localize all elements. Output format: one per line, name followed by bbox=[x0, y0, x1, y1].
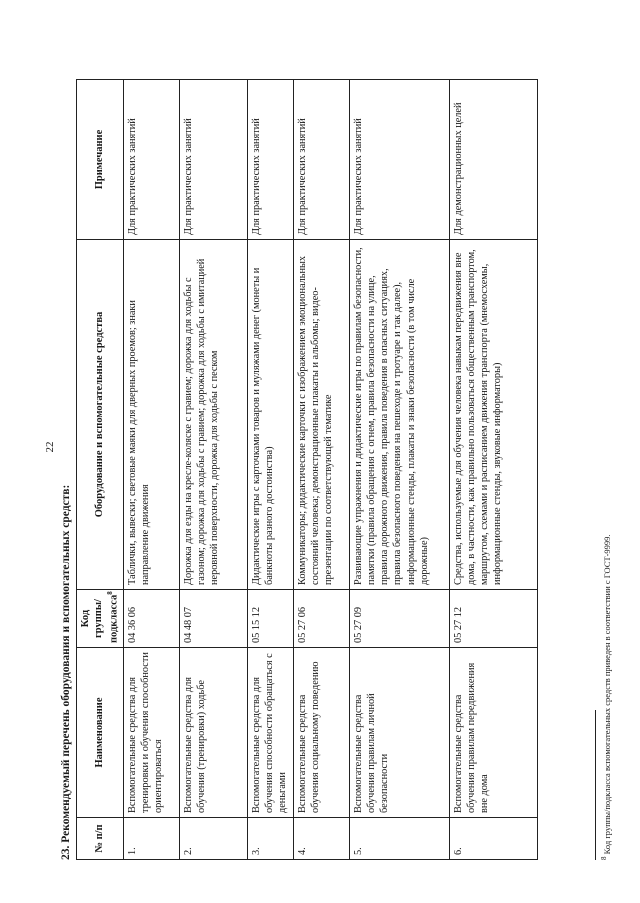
row-code: 04 36 06 bbox=[123, 590, 179, 648]
row-note: Для практических занятий bbox=[123, 80, 179, 240]
row-equipment: Дорожка для езды на кресле-коляске с гравием; дорожка для ходьбы с газоном; дорожка для ходьбы с гравием; дорожка для ходьбы с имитацией неровной поверхности, дорожка для ходьбы с песком bbox=[179, 240, 247, 590]
page-number: 22 bbox=[44, 441, 56, 453]
footnote-divider bbox=[595, 710, 596, 860]
header-code-label: Код группы/подкласса bbox=[80, 594, 120, 643]
row-equipment: Дидактические игры с карточками товаров и муляжами денег (монеты и банкноты разного достоинства) bbox=[247, 240, 293, 590]
row-code: 05 27 09 bbox=[349, 590, 449, 648]
row-note: Для практических занятий bbox=[293, 80, 349, 240]
footnote bbox=[600, 534, 612, 860]
row-equipment: Таблички, вывески; световые маяки для дверных проемов; знаки направление движения bbox=[123, 240, 179, 590]
row-num: 2. bbox=[179, 818, 247, 860]
row-name: Вспомогательные средства для обучения способности обращаться с деньгами bbox=[247, 648, 293, 818]
row-note: Для практических занятий bbox=[179, 80, 247, 240]
table-row bbox=[449, 80, 537, 860]
row-note: Для демонстрационных целей bbox=[449, 80, 537, 240]
header-equipment: Оборудование и вспомогательные средства bbox=[77, 240, 124, 590]
row-note: Для практических занятий bbox=[349, 80, 449, 240]
rotated-page-content bbox=[60, 80, 635, 860]
footnote-marker: 8 bbox=[600, 856, 608, 860]
row-note: Для практических занятий bbox=[247, 80, 293, 240]
table-row bbox=[349, 80, 449, 860]
footnote-text: Код группы/подкласса вспомогательных средств приведен в соответствии с ГОСТ-9999. bbox=[601, 534, 612, 855]
table-header-row bbox=[77, 80, 124, 860]
header-num: № п/п bbox=[77, 818, 124, 860]
table-row bbox=[293, 80, 349, 860]
table-row bbox=[179, 80, 247, 860]
row-code: 05 15 12 bbox=[247, 590, 293, 648]
table-row bbox=[247, 80, 293, 860]
row-equipment: Развивающие упражнения и дидактические игры по правилам безопасности, памятки (правила обращения с огнем, правила безопасности на улице, правила дорожного движения, правила поведения в опасных ситуациях, правила безопасного поведения на пешеходе и тротуаре и так далее), информационные стенды, плакаты и знаки безопасности (в том числе дорожные) bbox=[349, 240, 449, 590]
section-heading: 23. Рекомендуемый перечень оборудования и вспомогательных средств: bbox=[60, 484, 72, 860]
header-code bbox=[77, 590, 124, 648]
row-equipment: Коммуникаторы; дидактические карточки с изображением эмоциональных состояний человека; демонстрационные плакаты и альбомы; видео-презентации по соответствующей тематике bbox=[293, 240, 349, 590]
equipment-table bbox=[76, 79, 538, 860]
row-name: Вспомогательные средства обучения правилам личной безопасности bbox=[349, 648, 449, 818]
row-num: 4. bbox=[293, 818, 349, 860]
header-name: Наименование bbox=[77, 648, 124, 818]
header-note: Примечание bbox=[77, 80, 124, 240]
row-num: 1. bbox=[123, 818, 179, 860]
header-code-footnote-marker: 8 bbox=[105, 591, 114, 595]
row-num: 6. bbox=[449, 818, 537, 860]
row-name: Вспомогательные средства обучения правилам передвижения вне дома bbox=[449, 648, 537, 818]
row-name: Вспомогательные средства обучения социальному поведению bbox=[293, 648, 349, 818]
table-row bbox=[123, 80, 179, 860]
row-equipment: Средства, используемые для обучения человека навыкам передвижения вне дома, в частности, как правильно пользоваться общественным транспортом, маршрутом, схемами и расписанием движения транспорта (мнемосхемы, информационные стенды, звуковые информаторы) bbox=[449, 240, 537, 590]
row-num: 3. bbox=[247, 818, 293, 860]
row-code: 04 48 07 bbox=[179, 590, 247, 648]
row-name: Вспомогательные средства для обучения (тренировки) ходьбе bbox=[179, 648, 247, 818]
row-code: 05 27 12 bbox=[449, 590, 537, 648]
row-name: Вспомогательные средства для тренировки и обучения способности ориентироваться bbox=[123, 648, 179, 818]
row-code: 05 27 06 bbox=[293, 590, 349, 648]
row-num: 5. bbox=[349, 818, 449, 860]
